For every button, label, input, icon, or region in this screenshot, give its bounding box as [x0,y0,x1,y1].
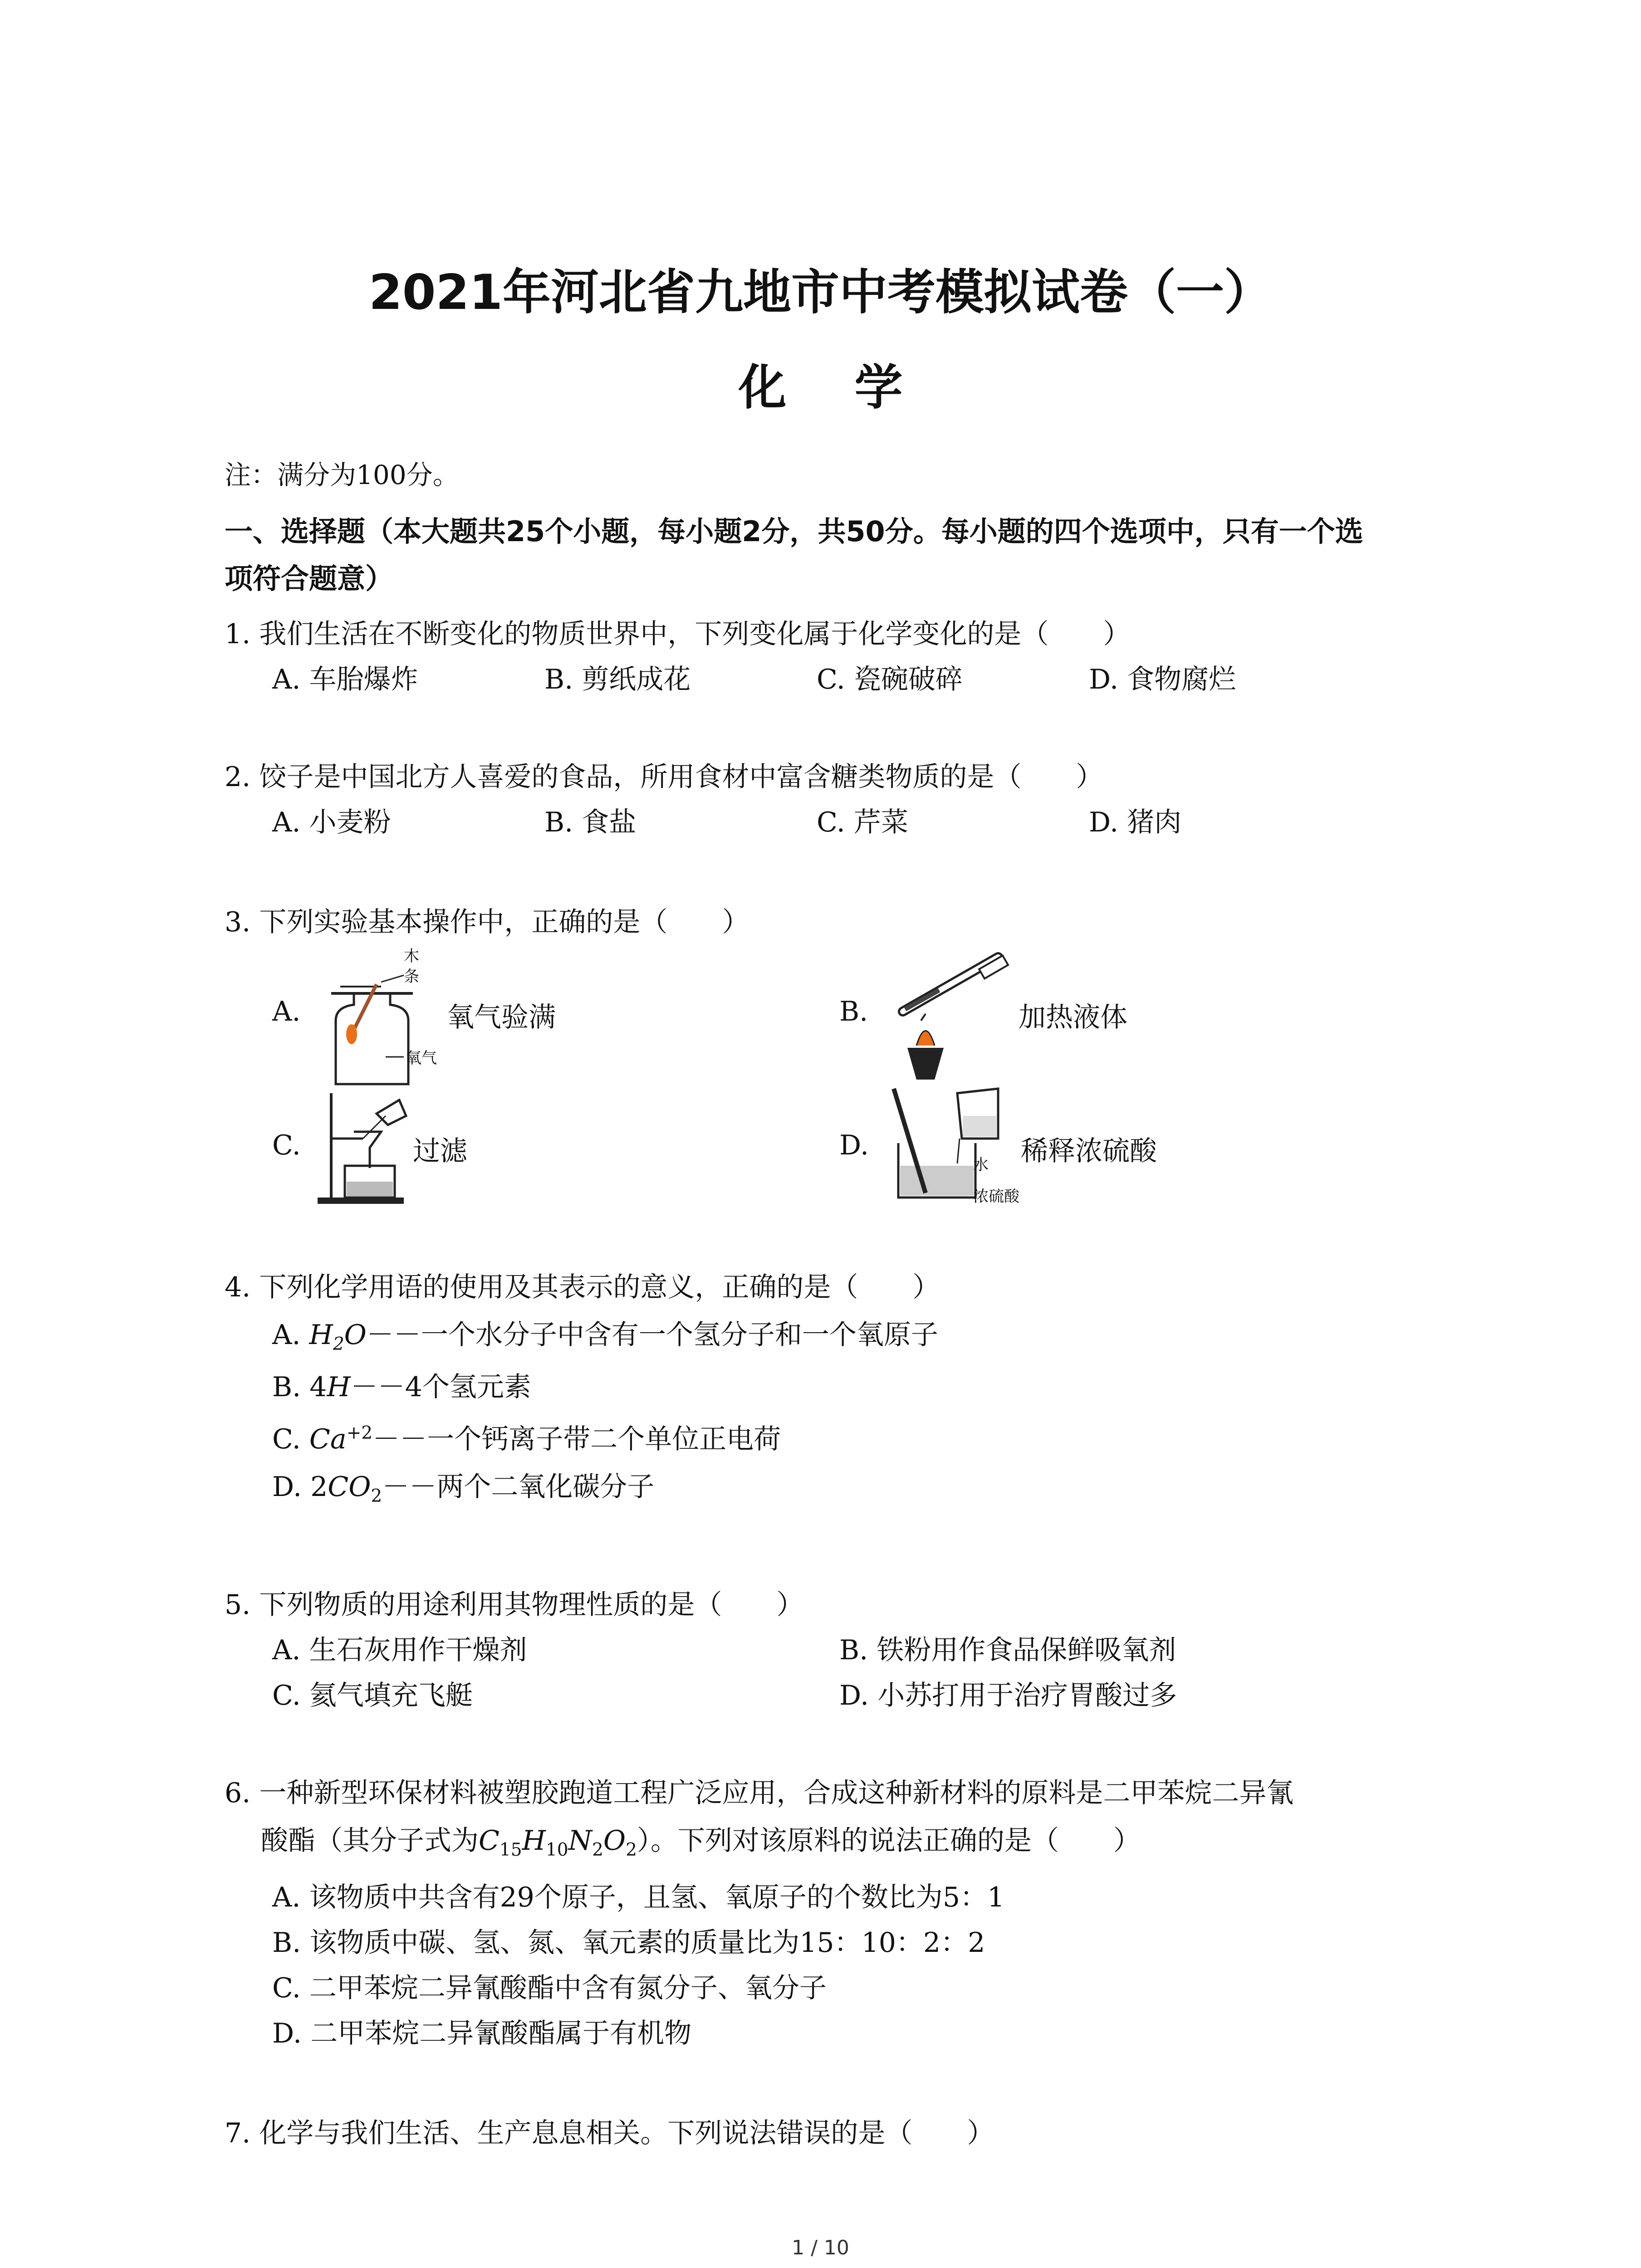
question-4-stem: 4. 下列化学用语的使用及其表示的意义，正确的是（ ） [225,1271,940,1303]
question-3-option-d-letter: D. [839,1129,869,1161]
formula-o: O [603,1825,626,1857]
question-6-option-d: D. 二甲苯烷二异氰酸酯属于有机物 [272,2018,692,2049]
question-6-option-c: C. 二甲苯烷二异氰酸酯中含有氮分子、氧分子 [272,1972,827,2004]
option-b-text: －－4个氢元素 [350,1371,531,1403]
question-2-option-a: A. 小麦粉 [272,807,391,838]
option-d-prefix: D. 2 [272,1471,328,1503]
formula-o: O [344,1319,367,1351]
section-header-line1: 一、选择题（本大题共25个小题，每小题2分，共50分。每小题的四个选项中，只有一个选 [225,515,1363,548]
question-2-option-d: D. 猪肉 [1089,807,1182,838]
question-3-option-a-text: 氧气验满 [447,1002,556,1033]
label-water: 水 [973,1156,989,1174]
formula-ca: Ca [309,1423,347,1455]
question-7-stem: 7. 化学与我们生活、生产息息相关。下列说法错误的是（ ） [225,2117,994,2149]
question-1-option-a: A. 车胎爆炸 [272,664,418,695]
question-6-stem-line1: 6. 一种新型环保材料被塑胶跑道工程广泛应用，合成这种新材料的原料是二甲苯烷二异氰 [225,1777,1294,1809]
section-header-line2: 项符合题意） [225,562,394,595]
formula-co: CO [328,1471,371,1503]
formula-sub: 2 [592,1840,603,1860]
question-1-option-c: C. 瓷碗破碎 [817,664,963,695]
formula-h: H [309,1319,333,1351]
question-3-option-c-text: 过滤 [413,1135,467,1167]
filtration-figure [313,1089,413,1207]
page-number: 1 / 10 [792,2236,849,2259]
formula-sub: 2 [626,1840,637,1860]
question-3-option-a-letter: A. [272,996,301,1027]
question-4-option-c [272,1418,781,1457]
question-5-stem: 5. 下列物质的用途利用其物理性质的是（ ） [225,1589,804,1621]
formula-sub: 2 [371,1486,382,1506]
question-3-option-b-letter: B. [839,996,868,1027]
label-wood-1: 木 [404,947,419,965]
label-conc-acid: 浓硫酸 [973,1188,1019,1206]
option-a-text: －－一个水分子中含有一个氢分子和一个氧原子 [366,1319,938,1351]
question-6-stem-line2 [261,1819,1141,1860]
question-5-option-a: A. 生石灰用作干燥剂 [272,1634,527,1666]
question-4-option-d [272,1465,654,1506]
label-wood-2: 条 [404,968,419,986]
exam-title: 2021年河北省九地市中考模拟试卷（一） [368,264,1273,320]
formula-h: H [522,1825,546,1857]
option-d-text: －－两个二氧化碳分子 [382,1471,655,1503]
option-c-prefix: C. [272,1423,309,1455]
question-6-option-a: A. 该物质中共含有29个原子，且氢、氧原子的个数比为5：1 [272,1882,1005,1913]
formula-sub: 2 [333,1334,344,1354]
question-1-option-d: D. 食物腐烂 [1089,664,1236,695]
oxygen-bottle-figure [313,953,449,1089]
formula-sub: 10 [545,1840,568,1860]
formula-n: N [568,1825,593,1857]
question-4-option-a [272,1313,938,1354]
formula-c: C [479,1825,500,1857]
option-b-prefix: B. 4 [272,1371,327,1403]
question-3-option-d-text: 稀释浓硫酸 [1021,1135,1157,1167]
score-note: 注：满分为100分。 [225,459,459,490]
question-6-option-b: B. 该物质中碳、氢、氮、氧元素的质量比为15：10：2：2 [272,1927,985,1959]
question-2-option-c: C. 芹菜 [817,807,908,838]
question-2-option-b: B. 食盐 [544,807,637,838]
formula-sup: +2 [346,1423,373,1443]
label-oxygen: 氧气 [406,1049,437,1067]
question-3-stem: 3. 下列实验基本操作中，正确的是（ ） [225,906,749,938]
stem-suffix: ）。下列对该原料的说法正确的是（ ） [637,1825,1141,1857]
question-3-option-c-letter: C. [272,1129,301,1161]
formula-sub: 15 [499,1840,522,1860]
heating-liquid-figure [889,948,1025,1084]
question-5-option-b: B. 铁粉用作食品保鲜吸氧剂 [839,1634,1176,1666]
stem-prefix: 酸酯（其分子式为 [261,1825,479,1857]
question-3-option-b-text: 加热液体 [1019,1002,1127,1033]
question-5-option-d: D. 小苏打用于治疗胃酸过多 [839,1680,1177,1711]
question-2-stem: 2. 饺子是中国北方人喜爱的食品，所用食材中富含糖类物质的是（ ） [225,761,1103,793]
formula-h: H [327,1371,351,1403]
question-5-option-c: C. 氦气填充飞艇 [272,1680,473,1711]
subject-title: 化学 [738,360,971,415]
question-1-option-b: B. 剪纸成花 [544,664,691,695]
option-c-text: －－一个钙离子带二个单位正电荷 [372,1423,781,1455]
question-1-stem: 1. 我们生活在不断变化的物质世界中，下列变化属于化学变化的是（ ） [225,618,1131,650]
question-4-option-b [272,1365,531,1404]
option-a-prefix: A. [272,1319,309,1351]
